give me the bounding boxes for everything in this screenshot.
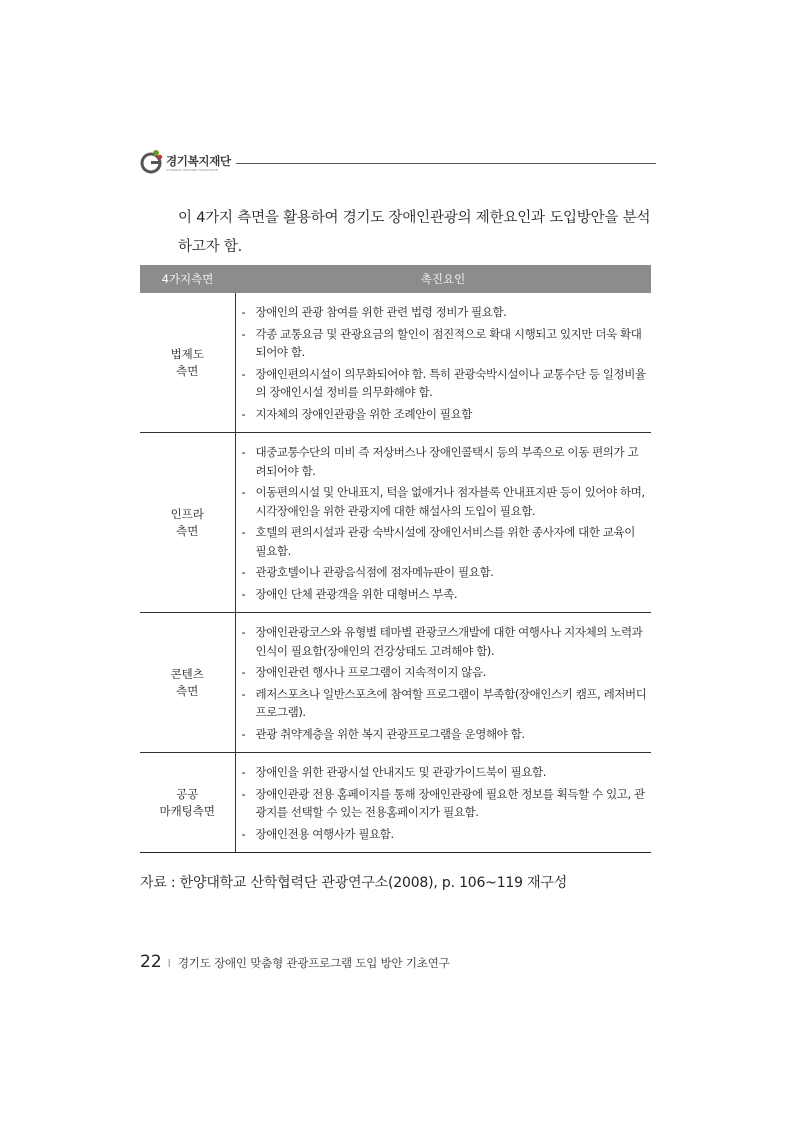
table-row [140,293,651,433]
running-header [140,146,656,176]
bullet-dash: - [241,665,246,679]
factor-text: 장애인관광코스와 유형별 테마별 관광코스개발에 대한 여행사나 지자체의 노력과 인식이 필요함(장애인의 건강상태도 고려해야 함). [255,625,643,658]
factor-text: 관광 취약계층을 위한 복지 관광프로그램을 운영해야 함. [255,726,525,741]
factor-item [242,405,648,424]
aspect-cell [140,293,235,433]
factor-text: 장애인전용 여행사가 필요함. [255,826,394,841]
bullet-dash: - [241,826,246,841]
column-header-factors: 촉진요인 [235,265,651,293]
aspect-label: 법제도 측면 [170,346,204,378]
table-row [140,613,651,753]
factor-item [242,623,648,660]
factor-item [242,763,648,782]
aspect-label: 콘텐츠 측면 [170,666,204,698]
aspect-cell [140,753,235,853]
bullet-dash: - [241,305,246,319]
source-note: 자료 : 한양대학교 산학협력단 관광연구소(2008), p. 106~119 재구성 [140,875,568,891]
factor-item [242,303,648,322]
aspect-label: 공공 마캐팅측면 [159,786,216,818]
factor-item [242,825,648,844]
bullet-dash: - [241,485,246,499]
logo-subtitle: GYEONGGI WELFARE FOUNDATION [166,168,218,172]
page-number: 22 [140,952,162,972]
factor-item [242,663,648,682]
factors-cell [235,433,651,613]
factor-item [242,523,648,560]
aspect-cell [140,433,235,613]
bullet-dash: - [241,565,246,579]
intro-paragraph: 이 4가지 측면을 활용하여 경기도 장애인관광의 제한요인과 도입방안을 분석하고자 함. [178,210,651,255]
factor-text: 호텔의 편의시설과 관광 숙박시설에 장애인서비스를 위한 종사자에 대한 교육이 필요함. [255,525,635,558]
document-title: 경기도 장애인 맞춤형 관광프로그램 도입 방안 기초연구 [177,956,450,970]
factor-text: 장애인편의시설이 의무화되어야 함. 특히 관광숙박시설이나 교통수단 등 일정비율의 장애인시설 정비를 의무화해야 함. [255,366,646,399]
factor-item [242,685,648,722]
bullet-dash: - [241,445,246,459]
bullet-dash: - [241,366,246,381]
factor-item [242,483,648,520]
factors-cell [235,753,651,853]
factor-text: 지자체의 장애인관광을 위한 조례안이 필요함 [255,406,472,421]
factors-cell [235,293,651,433]
facilitating-factors-table [140,265,651,853]
bullet-dash: - [241,786,246,801]
factor-text: 장애인을 위한 관광시설 안내지도 및 관광가이드북이 필요함. [255,765,547,779]
factor-item [242,325,648,362]
factor-item [242,365,648,402]
factor-item [242,785,648,822]
table-row [140,753,651,853]
footer-separator: I [167,957,171,970]
header-rule [236,163,656,164]
bullet-dash: - [241,406,246,421]
factor-item [242,585,648,604]
aspect-cell [140,613,235,753]
aspect-label: 인프라 측면 [170,506,204,538]
factor-item [242,443,648,480]
foundation-logo-icon [140,148,164,174]
factor-text: 장애인 단체 관광객을 위한 대형버스 부족. [255,586,458,601]
bullet-dash: - [241,625,246,639]
factor-text: 이동편의시설 및 안내표지, 턱을 없애거나 점자블록 안내표지판 등이 있어야 하며, 시각장애인을 위한 관광지에 대한 해설사의 도입이 필요함. [255,485,645,518]
page-footer [140,952,450,972]
table-row [140,433,651,613]
factor-text: 장애인관련 행사나 프로그램이 지속적이지 않음. [255,665,486,679]
bullet-dash: - [241,686,246,701]
factor-text: 각종 교통요금 및 관광요금의 할인이 점진적으로 확대 시행되고 있지만 더욱 확대되어야 함. [255,326,642,359]
factors-cell [235,613,651,753]
table-header-row [140,265,651,293]
factor-text: 장애인관광 전용 홈페이지를 통해 장애인관광에 필요한 정보를 획득할 수 있고, 관광지를 선택할 수 있는 전용홈페이지가 필요함. [255,786,645,819]
logo-name: 경기복지재단 [166,154,231,168]
bullet-dash: - [241,765,246,779]
bullet-dash: - [241,525,246,539]
factor-item [242,563,648,582]
factor-text: 레저스포츠나 일반스포츠에 참여할 프로그램이 부족함(장애인스키 캠프, 레저버디 프로그램). [255,686,647,719]
factor-item [242,725,648,744]
bullet-dash: - [241,326,246,341]
bullet-dash: - [241,586,246,601]
bullet-dash: - [241,726,246,741]
column-header-aspect: 4가지측면 [140,265,235,293]
factor-text: 대중교통수단의 미비 즉 저상버스나 장애인콜택시 등의 부족으로 이동 편의가 고려되어야 함. [255,445,639,478]
factor-text: 장애인의 관광 참여를 위한 관련 법령 정비가 필요함. [255,305,507,319]
factor-text: 관광호텔이나 관광음식점에 점자메뉴판이 필요함. [255,565,494,579]
